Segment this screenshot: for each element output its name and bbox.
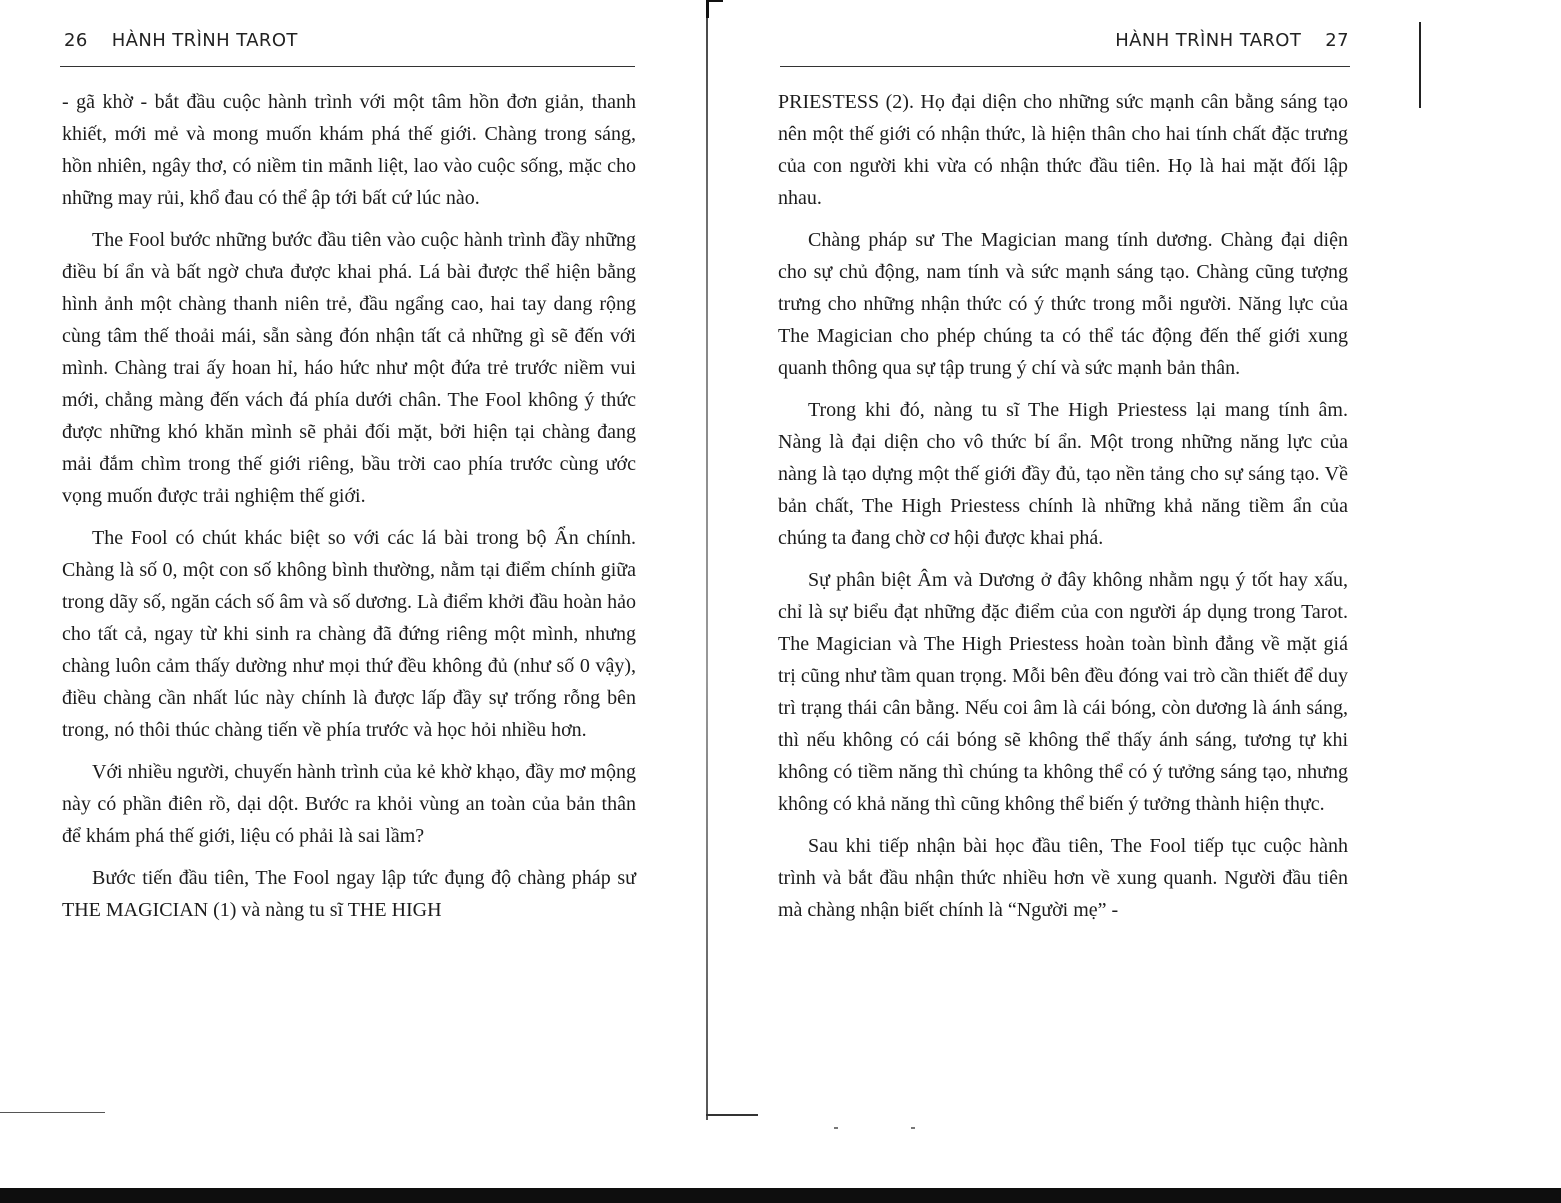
right-page-edge-mark <box>1419 22 1421 108</box>
right-running-title: HÀNH TRÌNH TAROT <box>1115 30 1302 51</box>
right-running-head <box>1115 30 1349 51</box>
right-header-rule <box>780 66 1350 67</box>
left-running-head <box>64 30 298 51</box>
scan-speck <box>834 1127 838 1129</box>
right-paragraph-4: Sự phân biệt Âm và Dương ở đây không nhằm ngụ ý tốt hay xấu, chỉ là sự biểu đạt những đặc điểm của con người áp dụng trong Tarot. The Magician và The High Priestess hoàn toàn bình đẳng về mặt giá trị cũng như tầm quan trọng. Mỗi bên đều đóng vai trò cần thiết để duy trì trạng thái cân bằng. Nếu coi âm là cái bóng, còn dương là ánh sáng, thì nếu không có cái bóng sẽ không thể thấy ánh sáng, tương tự khi không có tiềm năng thì chúng ta không thể có ý tưởng sáng tạo, nhưng không có khả năng thì cũng không thể biến ý tưởng thành hiện thực. <box>778 569 1348 815</box>
left-header-rule <box>60 66 635 67</box>
left-page <box>0 0 700 1203</box>
right-paragraph-2: Chàng pháp sư The Magician mang tính dương. Chàng đại diện cho sự chủ động, nam tính và sức mạnh sáng tạo. Chàng cũng tượng trưng cho những nhận thức có ý thức trong mỗi người. Năng lực của The Magician cho phép chúng ta có thể tác động đến thế giới xung quanh thông qua sự tập trung ý chí và sức mạnh bản thân. <box>778 229 1348 379</box>
left-paragraph-5: Bước tiến đầu tiên, The Fool ngay lập tức đụng độ chàng pháp sư THE MAGICIAN (1) và nàng tu sĩ THE HIGH <box>62 867 636 921</box>
left-paragraph-1: - gã khờ - bắt đầu cuộc hành trình với một tâm hồn đơn giản, thanh khiết, mới mẻ và mong muốn khám phá thế giới. Chàng trong sáng, hồn nhiên, ngây thơ, có niềm tin mãnh liệt, lao vào cuộc sống, mặc cho những may rủi, khổ đau có thể ập tới bất cứ lúc nào. <box>62 91 636 209</box>
book-spine-shadow <box>706 0 708 1120</box>
spine-top-corner <box>706 0 723 18</box>
scan-speck <box>911 1127 915 1129</box>
right-page-number: 27 <box>1325 30 1349 51</box>
scanner-bottom-band <box>0 1188 1561 1203</box>
right-paragraph-3: Trong khi đó, nàng tu sĩ The High Priestess lại mang tính âm. Nàng là đại diện cho vô thức bí ẩn. Một trong những năng lực của nàng là tạo dựng một thế giới đầy đủ, tạo nền tảng cho sự sáng tạo. Về bản chất, The High Priestess chính là những khả năng tiềm ẩn của chúng ta đang chờ cơ hội được khai phá. <box>778 399 1348 549</box>
left-body-text <box>62 86 636 936</box>
left-running-title: HÀNH TRÌNH TAROT <box>111 30 298 51</box>
left-paragraph-4: Với nhiều người, chuyến hành trình của kẻ khờ khạo, đầy mơ mộng này có phần điên rồ, dại dột. Bước ra khỏi vùng an toàn của bản thân để khám phá thế giới, liệu có phải là sai lầm? <box>62 761 636 847</box>
right-page <box>705 0 1561 1203</box>
right-paragraph-5: Sau khi tiếp nhận bài học đầu tiên, The Fool tiếp tục cuộc hành trình và bắt đầu nhận thức nhiều hơn về xung quanh. Người đầu tiên mà chàng nhận biết chính là “Người mẹ” - <box>778 835 1348 921</box>
left-paragraph-2: The Fool bước những bước đầu tiên vào cuộc hành trình đầy những điều bí ẩn và bất ngờ chưa được khai phá. Lá bài được thể hiện bằng hình ảnh một chàng thanh niên trẻ, đầu ngẩng cao, hai tay dang rộng cùng tâm thế thoải mái, sẵn sàng đón nhận tất cả những gì sẽ đến với mình. Chàng trai ấy hoan hỉ, háo hức như một đứa trẻ trước niềm vui mới, chẳng màng đến vách đá phía dưới chân. The Fool không ý thức được những khó khăn mình sẽ phải đối mặt, bởi hiện tại chàng đang mải đắm chìm trong thế giới riêng, bầu trời cao phía trước cùng ước vọng muốn được trải nghiệm thế giới. <box>62 229 636 507</box>
spine-bottom-edge <box>706 1114 758 1116</box>
left-page-number: 26 <box>64 30 88 51</box>
left-paragraph-3: The Fool có chút khác biệt so với các lá bài trong bộ Ẩn chính. Chàng là số 0, một con số không bình thường, nằm tại điểm chính giữa trong dãy số, ngăn cách số âm và số dương. Là điểm khởi đầu hoàn hảo cho tất cả, ngay từ khi sinh ra chàng đã đứng riêng một mình, nhưng chàng luôn cảm thấy dường như mọi thứ đều không đủ (như số 0 vậy), điều chàng cần nhất lúc này chính là được lấp đầy sự trống rỗng bên trong, nó thôi thúc chàng tiến về phía trước và học hỏi nhiều hơn. <box>62 527 636 741</box>
right-body-text <box>778 86 1348 936</box>
right-paragraph-1: PRIESTESS (2). Họ đại diện cho những sức mạnh cân bằng sáng tạo nên một thế giới có nhận thức, là hiện thân cho hai tính chất đặc trưng của con người khi vừa có nhận thức đầu tiên. Họ là hai mặt đối lập nhau. <box>778 91 1348 209</box>
left-bottom-edge <box>0 1112 105 1113</box>
